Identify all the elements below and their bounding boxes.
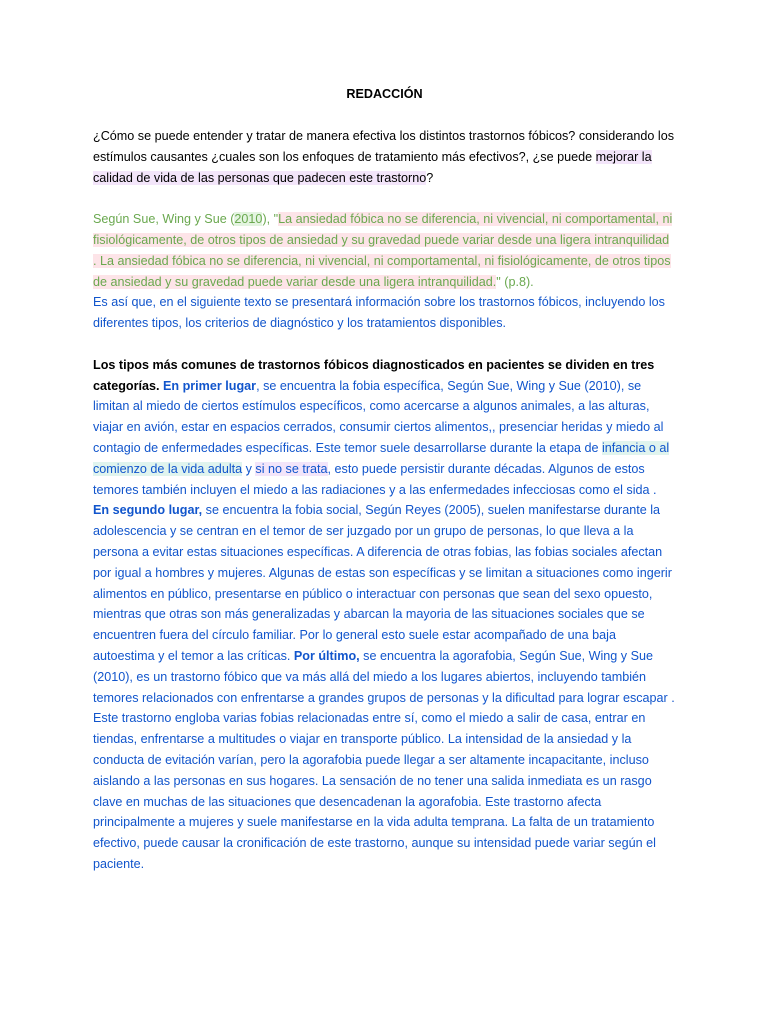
first-text: , se encuentra la fobia específica, Según Sue, Wing y Sue (2010), se limitan al miedo de ciertos estímulos específicos, como acercarse a algunos animales, a las alturas, viajar en avión, estar en espacios cerrados, consumir ciertos alimentos,, presenciar heridas y miedo al contagio de enfermedades específicas. Este temor suele desarrollarse durante la etapa de bbox=[93, 378, 664, 455]
citation-quote: La ansiedad fóbica no se diferencia, ni vivencial, ni comportamental, ni fisiológicamente, de otros tipos de ansiedad y su gravedad puede variar desde una ligera intranquilidad . La ansiedad fóbica no se diferencia, ni vivencial, ni comportamental, ni fisiológicamente, de otros tipos de ansiedad y su gravedad puede variar desde una ligera intranquilidad. bbox=[93, 212, 673, 289]
first-label: En primer lugar bbox=[163, 378, 257, 393]
third-label: Por último, bbox=[293, 648, 360, 663]
paragraph-spacer bbox=[93, 188, 676, 209]
first-join: y bbox=[242, 461, 256, 476]
citation-tail: " (p.8). bbox=[496, 274, 534, 289]
first-highlight-2: si no se trata bbox=[255, 461, 328, 476]
third-text: se encuentra la agorafobia, Según Sue, Wing y Sue (2010), es un trastorno fóbico que va más allá del miedo a los lugares abiertos, incluyendo también temores relacionados con enfrentarse a grandes grupos de personas y la dificultad para lograr escapar . Este trastorno engloba varias fobias relacionadas entre sí, como el miedo a salir de casa, entrar en tiendas, enfrentarse a multitudes o viajar en transporte público. La intensidad de la ansiedad y la conducta de evitación varían, pero la agorafobia puede llegar a ser altamente incapacitante, incluso aislando a las personas en sus hogares. La sensación de no tener una salida inmediata es un rasgo clave en muchas de las situaciones que desencadenan la agorafobia. Este trastorno afecta principalmente a mujeres y suele manifestarse en la vida adulta temprana. La falta de un tratamiento efectivo, puede causar la cronificación de este trastorno, aunque su intensidad puede variar según el paciente. bbox=[93, 648, 675, 871]
paragraph-spacer bbox=[93, 334, 676, 355]
intro-text: ¿Cómo se puede entender y tratar de manera efectiva los distintos trastornos fóbicos? considerando los estímulos causantes ¿cuales son los enfoques de tratamiento más efectivos?, ¿se puede bbox=[93, 129, 675, 164]
intro-paragraph bbox=[93, 126, 676, 188]
transition-paragraph: Es así que, en el siguiente texto se presentará información sobre los trastornos fóbicos, incluyendo los diferentes tipos, los criterios de diagnóstico y los tratamientos disponibles. bbox=[93, 295, 665, 331]
citation-mid: ), " bbox=[262, 212, 279, 227]
intro-end: ? bbox=[426, 170, 434, 185]
second-text: se encuentra la fobia social, Según Reyes (2005), suelen manifestarse durante la adolescencia y se centran en el temor de ser juzgado por un grupo de personas, lo que lleva a la persona a evitar estas situaciones específicas. A diferencia de otras fobias, las fobias sociales afectan por igual a hombres y mujeres. Algunas de estas son específicas y se limitan a situaciones como ingerir alimentos en público, presentarse en público o interactuar con personas que sean del sexo opuesto, mientras que otras son más generalizadas y abarcan la mayoria de las situaciones sociales que se encuentren fuera del círculo familiar. Por lo general esto suele estar acompañado de una baja autoestima y el temor a las críticas. bbox=[93, 503, 672, 663]
intro-highlight: mejorar la calidad de vida de las personas que padecen este trastorno bbox=[93, 149, 652, 185]
citation-lead: Según Sue, Wing y Sue ( bbox=[93, 212, 235, 227]
first-highlight-1: infancia o al comienzo de la vida adulta bbox=[93, 440, 670, 476]
document-title: REDACCIÓN bbox=[346, 87, 423, 101]
citation-year: 2010 bbox=[234, 212, 263, 227]
first-text-2: , esto puede persistir durante décadas. Algunos de estos temores también incluyen el miedo a las radiaciones y a las enfermedades infecciosas como el sida . bbox=[93, 461, 657, 497]
second-label: En segundo lugar, bbox=[93, 503, 203, 518]
citation-paragraph bbox=[93, 209, 676, 292]
body-heading: Los tipos más comunes de trastornos fóbicos diagnosticados en pacientes se dividen en tres categorías. bbox=[93, 357, 655, 393]
body-paragraph bbox=[93, 355, 676, 875]
